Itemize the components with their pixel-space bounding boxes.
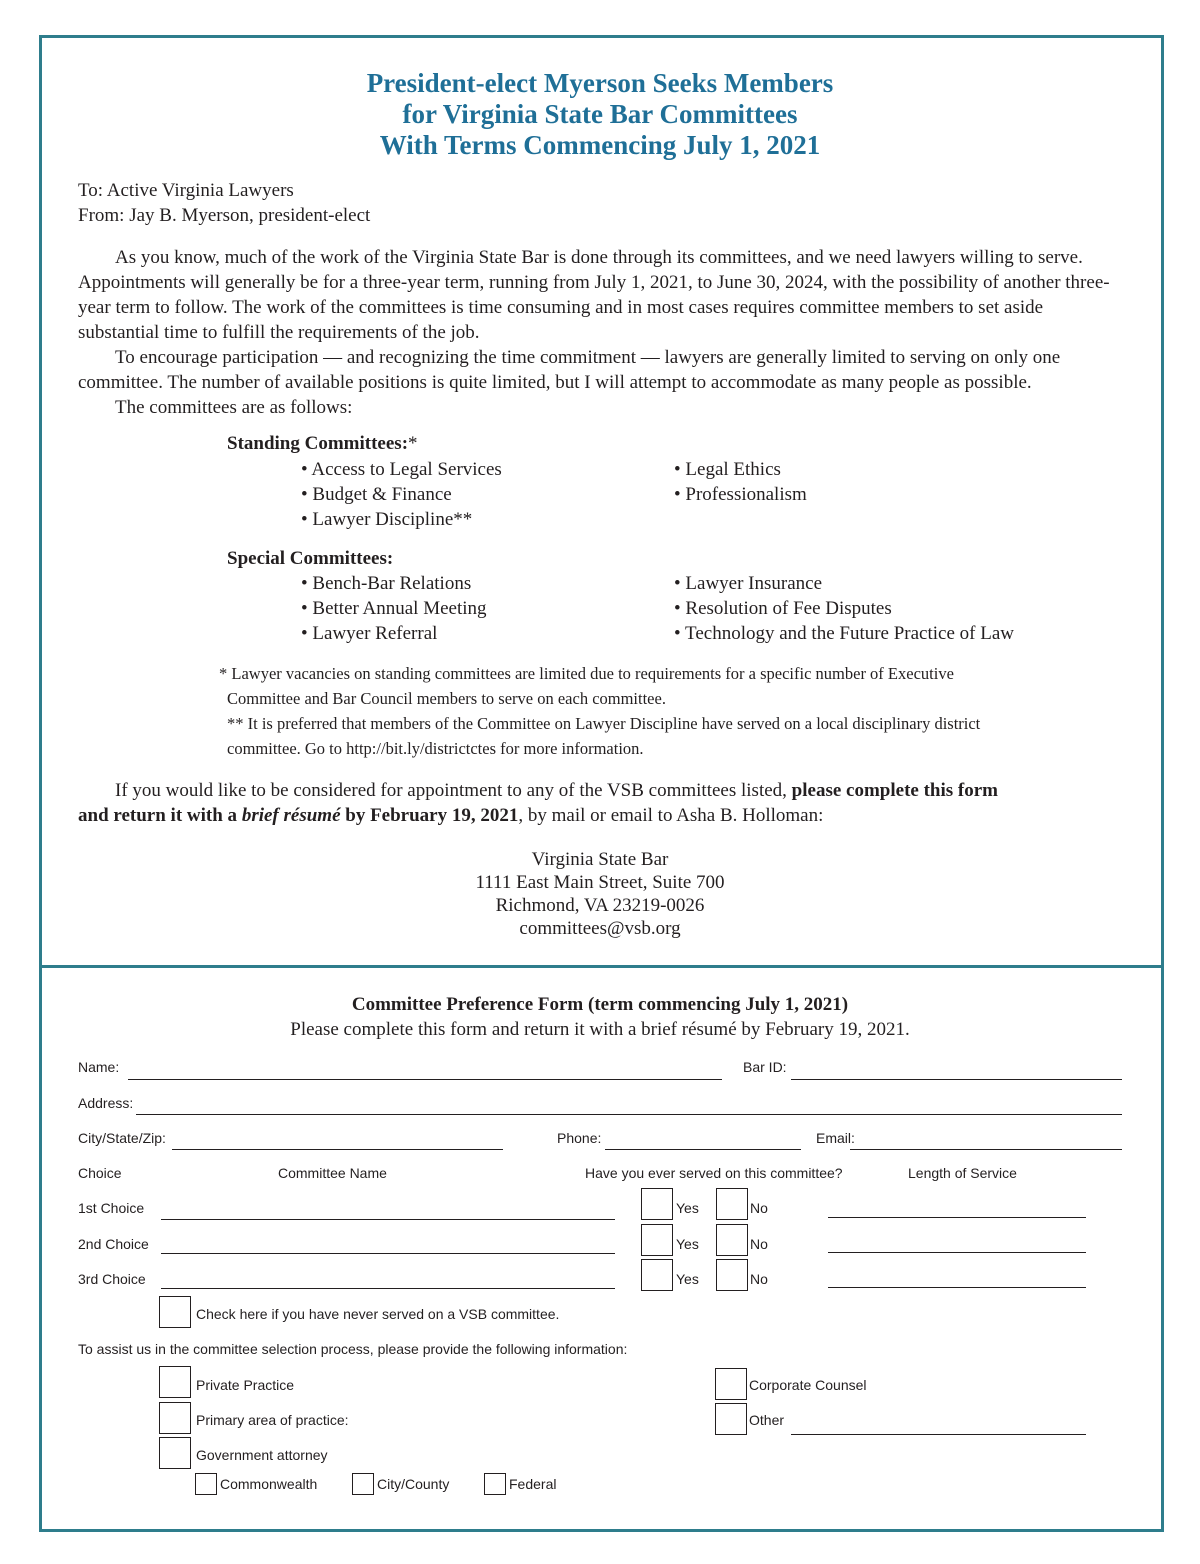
length-column-header: Length of Service <box>908 1165 1017 1181</box>
served-column-header: Have you ever served on this committee? <box>585 1165 843 1181</box>
paragraph-3: The committees are as follows: <box>115 397 353 418</box>
title-line-1: President-elect Myerson Seeks Members <box>366 68 834 98</box>
length-of-service-field[interactable] <box>828 1217 1086 1218</box>
footnote-2-line-1: ** It is preferred that members of the Committee on Lawyer Discipline have served on a local disciplinary district <box>227 714 981 733</box>
page-title <box>0 68 1200 161</box>
committee-item: • Technology and the Future Practice of Law <box>674 623 1015 644</box>
mailing-address <box>0 848 1200 940</box>
committee-item: • Bench-Bar Relations <box>301 573 472 594</box>
phone-label: Phone: <box>557 1130 602 1146</box>
committee-item: • Better Annual Meeting <box>301 598 487 619</box>
length-of-service-field[interactable] <box>828 1287 1086 1288</box>
paragraph-1: As you know, much of the work of the Virginia State Bar is done through its committees, and we need lawyers willing to serve. Appointments will generally be for a three-year term, running from July 1, 2021, to June 30, 2024, with the possibility of another three-year term to follow. The work of the committees is time consuming and in most cases requires committee members to set aside substantial time to fulfill the requirements of the job. <box>78 247 1110 343</box>
committee-item: • Access to Legal Services <box>301 459 502 480</box>
section-divider <box>39 965 1161 968</box>
address-line: Virginia State Bar <box>531 849 669 870</box>
assist-text: To assist us in the committee selection process, please provide the following information: <box>78 1341 628 1357</box>
cta-line-1: If you would like to be considered for appointment to any of the VSB committees listed, please complete this form <box>115 780 998 801</box>
footnote-2-line-2: committee. Go to http://bit.ly/districtctes for more information. <box>227 739 644 758</box>
cta-line-2: and return it with a brief résumé by February 19, 2021, by mail or email to Asha B. Holloman: <box>78 805 824 826</box>
committee-name-column-header: Committee Name <box>278 1165 387 1181</box>
address-field[interactable] <box>136 1114 1122 1115</box>
city-county-label: City/County <box>377 1476 450 1492</box>
no-checkbox[interactable] <box>716 1259 748 1291</box>
never-served-label: Check here if you have never served on a VSB committee. <box>196 1306 560 1322</box>
commonwealth-checkbox[interactable] <box>195 1473 217 1495</box>
choice-label: 3rd Choice <box>78 1271 146 1287</box>
committee-name-field[interactable] <box>161 1253 615 1254</box>
government-attorney-checkbox[interactable] <box>159 1437 191 1469</box>
committee-name-field[interactable] <box>161 1288 615 1289</box>
never-served-checkbox[interactable] <box>159 1296 191 1328</box>
private-practice-checkbox[interactable] <box>159 1366 191 1398</box>
email-label: Email: <box>816 1130 855 1146</box>
other-checkbox[interactable] <box>715 1403 747 1435</box>
no-checkbox[interactable] <box>716 1224 748 1256</box>
choice-label: 1st Choice <box>78 1200 145 1216</box>
no-label: No <box>750 1236 768 1252</box>
committee-item: • Lawyer Insurance <box>674 573 823 594</box>
form-subtitle: Please complete this form and return it with a brief résumé by February 19, 2021. <box>290 1019 910 1040</box>
yes-label: Yes <box>676 1271 699 1287</box>
committee-item: • Budget & Finance <box>301 484 452 505</box>
choice-column-header: Choice <box>78 1165 122 1181</box>
primary-area-label: Primary area of practice: <box>196 1412 349 1428</box>
committee-name-field[interactable] <box>161 1219 615 1220</box>
email-field[interactable] <box>850 1149 1122 1150</box>
yes-checkbox[interactable] <box>641 1188 673 1220</box>
standing-committees-heading: Standing Committees:* <box>227 433 418 454</box>
yes-checkbox[interactable] <box>641 1224 673 1256</box>
commonwealth-label: Commonwealth <box>220 1476 318 1492</box>
yes-label: Yes <box>676 1236 699 1252</box>
title-line-3: With Terms Commencing July 1, 2021 <box>379 130 821 160</box>
phone-field[interactable] <box>605 1149 801 1150</box>
special-committees-heading: Special Committees: <box>227 548 394 569</box>
form-title: Committee Preference Form (term commencing July 1, 2021) <box>351 994 849 1015</box>
no-checkbox[interactable] <box>716 1188 748 1220</box>
memo-to: To: Active Virginia Lawyers <box>78 180 294 201</box>
barid-label: Bar ID: <box>743 1059 787 1075</box>
yes-label: Yes <box>676 1200 699 1216</box>
title-line-2: for Virginia State Bar Committees <box>402 99 798 129</box>
private-practice-label: Private Practice <box>196 1377 295 1393</box>
name-field[interactable] <box>128 1079 722 1080</box>
no-label: No <box>750 1200 768 1216</box>
committee-item: • Legal Ethics <box>674 459 781 480</box>
other-label: Other <box>749 1412 785 1428</box>
city-field[interactable] <box>172 1149 503 1150</box>
government-attorney-label: Government attorney <box>196 1447 328 1463</box>
city-county-checkbox[interactable] <box>352 1473 374 1495</box>
federal-checkbox[interactable] <box>484 1473 506 1495</box>
committee-item: • Resolution of Fee Disputes <box>674 598 892 619</box>
address-label: Address: <box>78 1095 134 1111</box>
barid-field[interactable] <box>791 1079 1122 1080</box>
footnote-1-line-1: * Lawyer vacancies on standing committees are limited due to requirements for a specific number of Executive <box>219 664 954 683</box>
committee-item: • Lawyer Discipline** <box>301 509 473 530</box>
address-line: Richmond, VA 23219-0026 <box>495 895 705 916</box>
no-label: No <box>750 1271 768 1287</box>
length-of-service-field[interactable] <box>828 1252 1086 1253</box>
memo-from: From: Jay B. Myerson, president-elect <box>78 205 371 226</box>
address-line: 1111 East Main Street, Suite 700 <box>475 872 725 893</box>
paragraph-2: To encourage participation — and recognizing the time commitment — lawyers are generally limited to serving on only one committee. The number of available positions is quite limited, but I will attempt to accommodate as many people as possible. <box>78 347 1061 393</box>
corporate-counsel-label: Corporate Counsel <box>749 1377 867 1393</box>
footnote-1-line-2: Committee and Bar Council members to serve on each committee. <box>227 689 666 708</box>
email-address: committees@vsb.org <box>519 918 681 939</box>
city-label: City/State/Zip: <box>78 1130 166 1146</box>
federal-label: Federal <box>509 1476 557 1492</box>
choice-label: 2nd Choice <box>78 1236 149 1252</box>
committee-item: • Lawyer Referral <box>301 623 438 644</box>
other-field[interactable] <box>791 1434 1086 1435</box>
committee-item: • Professionalism <box>674 484 807 505</box>
yes-checkbox[interactable] <box>641 1259 673 1291</box>
name-label: Name: <box>78 1059 120 1075</box>
letter-body <box>78 245 1128 420</box>
corporate-counsel-checkbox[interactable] <box>715 1368 747 1400</box>
primary-area-checkbox[interactable] <box>159 1402 191 1434</box>
